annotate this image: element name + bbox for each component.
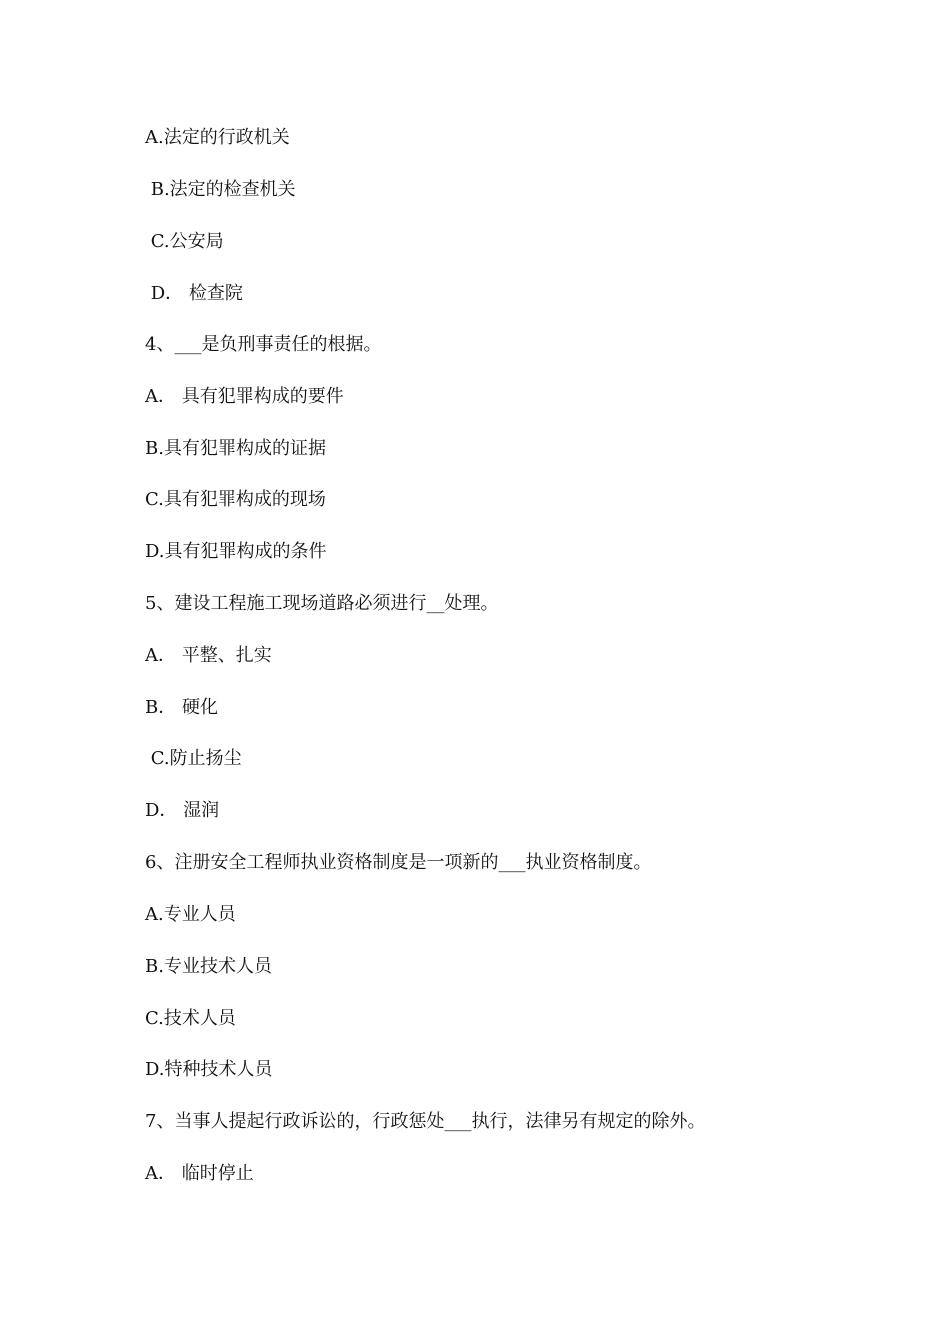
option-line: A． 平整、扎实 [145, 645, 272, 666]
option-line: D.具有犯罪构成的条件 [145, 541, 327, 562]
option-line: C.技术人员 [145, 1008, 236, 1029]
question-line: 6、注册安全工程师执业资格制度是一项新的___执业资格制度。 [145, 852, 652, 873]
option-line: A.法定的行政机关 [145, 127, 290, 148]
option-line: C.公安局 [145, 231, 224, 252]
option-line: A． 临时停止 [145, 1163, 254, 1184]
question-line: 5、建设工程施工现场道路必须进行__处理。 [145, 593, 499, 614]
option-line: D.特种技术人员 [145, 1059, 273, 1080]
question-line: 4、___是负刑事责任的根据。 [145, 334, 382, 355]
option-line: D． 湿润 [145, 800, 220, 821]
option-line: B.专业技术人员 [145, 956, 272, 977]
option-line: B． 硬化 [145, 697, 218, 718]
question-line: 7、当事人提起行政诉讼的，行政惩处___执行，法律另有规定的除外。 [145, 1111, 706, 1132]
option-line: A.专业人员 [145, 904, 236, 925]
option-line: D． 检查院 [145, 283, 243, 304]
option-line: B.法定的检查机关 [145, 179, 296, 200]
option-line: A． 具有犯罪构成的要件 [145, 386, 344, 407]
option-line: C.具有犯罪构成的现场 [145, 489, 326, 510]
option-line: B.具有犯罪构成的证据 [145, 438, 326, 459]
option-line: C.防止扬尘 [145, 748, 242, 769]
